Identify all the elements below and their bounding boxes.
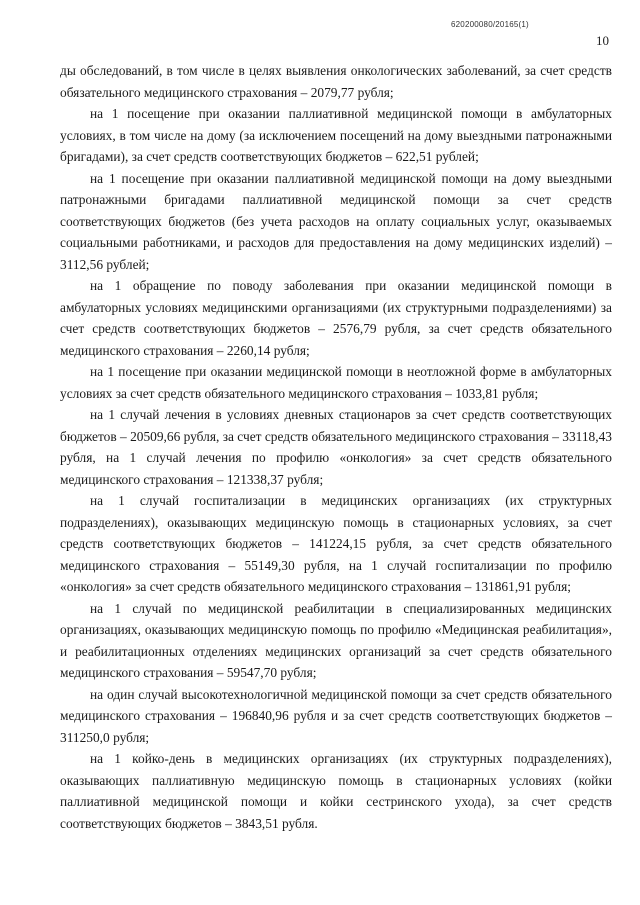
paragraph: на 1 посещение при оказании паллиативной медицинской помощи на дому выездными патронажными бригадами паллиативной медицинской помощи за счет средств соответствующих бюджетов (без учета расходов на оплату социальных услуг, оказываемых социальными работниками, и расходов для предоставления на дому медицинских изделий) – 3112,56 рублей; (60, 170, 612, 272)
document-id: 620200080/20165(1) (451, 20, 529, 29)
paragraph: на 1 случай лечения в условиях дневных стационаров за счет средств соответствующих бюджетов – 20509,66 рубля, за счет средств обязательного медицинского страхования – 33118,43 рубля, на 1 случай лечения по профилю «онкология» за счет средств обязательного медицинского страхования – 121338,37 рубля; (60, 407, 612, 487)
paragraph: на 1 посещение при оказании медицинской помощи в неотложной форме в амбулаторных условиях за счет средств обязательного медицинского страхования – 1033,81 рубля; (60, 364, 612, 401)
paragraph: на 1 случай госпитализации в медицинских организациях (их структурных подразделениях), оказывающих медицинскую помощь в стационарных условиях, за счет средств соответствующих бюджетов – 141224,15 рубля, за счет средств обязательного медицинского страхования – 55149,30 рубля, на 1 случай госпитализации по профилю «онкология» за счет средств обязательного медицинского страхования – 131861,91 рубля; (60, 493, 612, 594)
paragraph: на 1 случай по медицинской реабилитации в специализированных медицинских организациях, оказывающих медицинскую помощь по профилю «Медицинская реабилитация», и реабилитационных отделениях медицинских организаций за счет средств обязательного медицинского страхования – 59547,70 рубля; (60, 600, 612, 680)
paragraph: на один случай высокотехнологичной медицинской помощи за счет средств обязательного медицинского страхования – 196840,96 рубля и за счет средств соответствующих бюджетов – 311250,0 рубля; (60, 686, 612, 745)
paragraph: на 1 койко-день в медицинских организациях (их структурных подразделениях), оказывающих паллиативную медицинскую помощь в стационарных условиях (койки паллиативной медицинской помощи и койки сестринского ухода), за счет средств соответствующих бюджетов – 3843,51 рубля. (60, 751, 612, 831)
paragraph-continuation: ды обследований, в том числе в целях выявления онкологических заболеваний, за счет средств обязательного медицинского страхования – 2079,77 рубля; (60, 63, 612, 100)
paragraph: на 1 обращение по поводу заболевания при оказании медицинской помощи в амбулаторных условиях медицинскими организациями (их структурными подразделениями) за счет средств соответствующих бюджетов – 2576,79 рубля, за счет средств обязательного медицинского страхования – 2260,14 рубля; (60, 278, 612, 358)
paragraph: на 1 посещение при оказании паллиативной медицинской помощи в амбулаторных условиях, в том числе на дому (за исключением посещений на дому выездными патронажными бригадами), за счет средств соответствующих бюджетов – 622,51 рублей; (60, 106, 612, 164)
page-number: 10 (596, 33, 609, 48)
document-body (60, 60, 612, 834)
